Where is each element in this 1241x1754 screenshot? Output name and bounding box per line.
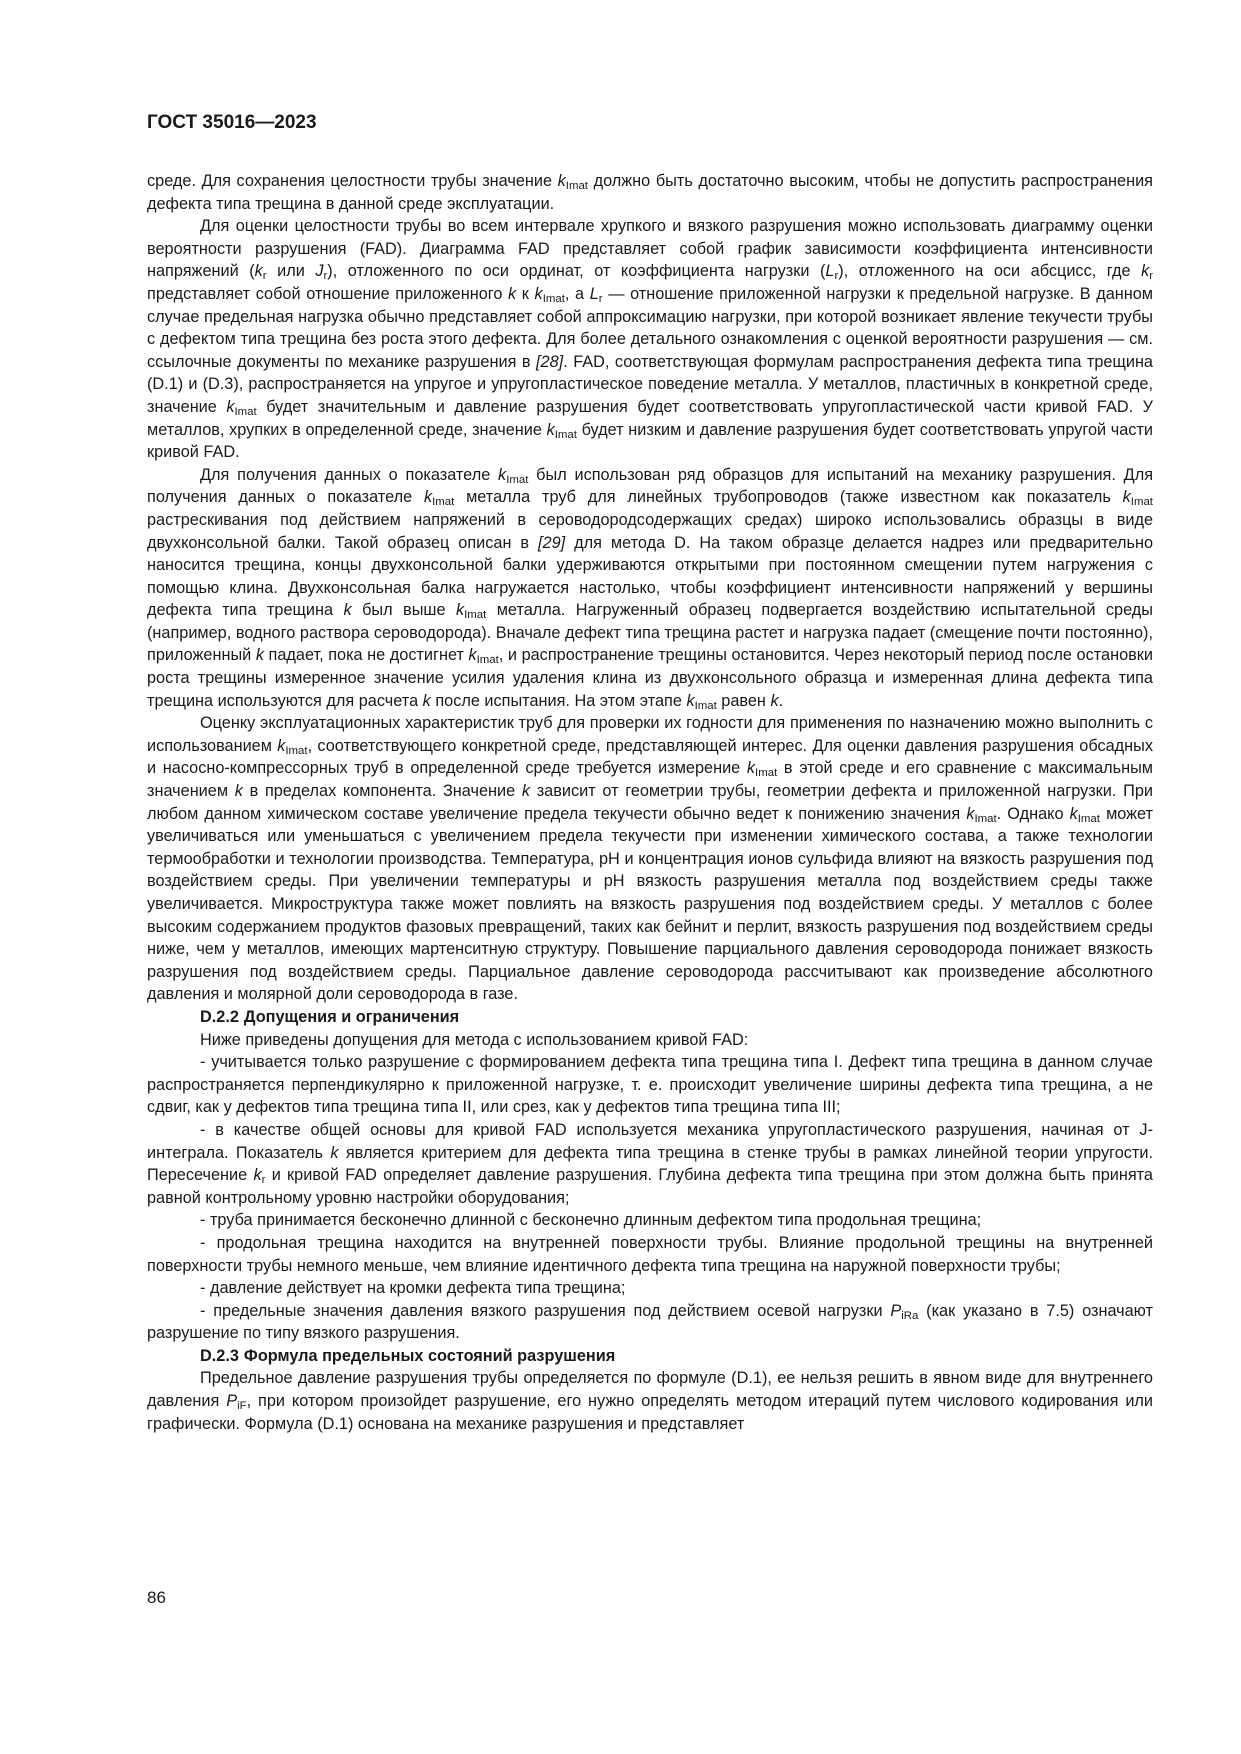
paragraph: Для получения данных о показателе $k_{Imat}$ был использован ряд образцов для испытаний на механику разрушения. Для получения данных о показателе $k_{Imat}$ металла труб для линейных трубопроводов (также известном как показатель $k_{Imat}$ растрескивания под действием напряжений в сероводородсодержащих средах) широко использовались образцы в виде двухконсольной балки. Такой образец описан в [29] для метода D. На таком образце делается надрез или предварительно наносится трещина, концы двухконсольной балки удерживаются открытыми при постоянном смещении путем нагружения с помощью клина. Двухконсольная балка нагружается настолько, чтобы коэффициент интенсивности напряжений у вершины дефекта типа трещина k был выше $k_{Imat}$ металла. Нагруженный образец подвергается воздействию испытательной среды (например, водного раствора сероводорода). Вначале дефект типа трещина растет и нагрузка падает (смещение почти постоянно), приложенный k падает, пока не достигнет $k_{Imat}$, и распространение трещины остановится. Через некоторый период после остановки роста трещины измеренное значение усилия удаления клина из двухконсольного образца и измеренная длина дефекта типа трещина используются для расчета k после испытания. На этом этапе $k_{Imat}$ равен k. (147, 465, 1154, 712)
paragraph: среде. Для сохранения целостности трубы значение $k_{Imat}$ должно быть достаточно высоким, чтобы не допустить распространения дефекта типа трещина в данной среде эксплуатации. (147, 172, 1153, 213)
section-heading (147, 1006, 1153, 1029)
list-item: - в качестве общей основы для кривой FAD используется механика упругопластического разрушения, начиная от J-интеграла. Показатель k является критерием для дефекта типа трещина в стенке трубы в рамках линейной теории упругости. Пересечение $k_r$ и кривой FAD определяет давление разрушения. Глубина дефекта типа трещина при этом должна быть принята равной контрольному уровню настройки оборудования; (147, 1120, 1153, 1207)
paragraph: Предельное давление разрушения трубы определяется по формуле (D.1), ее нельзя решить в явном виде для внутреннего давления $P_{iF}$, при котором произойдет разрушение, его нужно определять методом итераций путем числового кодирования или графически. Формула (D.1) основана на механике разрушения и представляет (147, 1369, 1154, 1433)
section-number: D.2.2 (200, 1007, 239, 1026)
list-item: - продольная трещина находится на внутренней поверхности трубы. Влияние продольной трещины на внутренней поверхности трубы немного меньше, чем влияние идентичного дефекта типа трещина на наружной поверхности трубы; (147, 1233, 1153, 1275)
document-header: ГОСТ 35016—2023 (147, 112, 317, 133)
document-body (147, 170, 1153, 1435)
section-number: D.2.3 (200, 1346, 239, 1365)
section-title: Формула предельных состояний разрушения (243, 1346, 616, 1365)
section-heading (147, 1345, 1153, 1368)
list-item: - предельные значения давления вязкого разрушения под действием осевой нагрузки $P_{iRa}$ (как указано в 7.5) означают разрушение по типу вязкого разрушения. (147, 1301, 1153, 1343)
paragraph: Оценку эксплуатационных характеристик труб для проверки их годности для применения по назначению можно выполнить с использованием $k_{Imat}$, соответствующего конкретной среде, представляющей интерес. Для оценки давления разрушения обсадных и насосно-компрессорных труб в определенной среде требуется измерение $k_{Imat}$ в этой среде и его сравнение с максимальным значением k в пределах компонента. Значение k зависит от геометрии трубы, геометрии дефекта и приложенной нагрузки. При любом данном химическом составе увеличение предела текучести обычно ведет к понижению значения $k_{Imat}$. Однако $k_{Imat}$ может увеличиваться или уменьшаться с увеличением предела текучести при изменении химического состава, а также технологии термообработки и технологии производства. Температура, pH и концентрация ионов сульфида влияют на вязкость разрушения под воздействием среды. При увеличении температуры и pH вязкость разрушения металла под воздействием среды также увеличивается. Микроструктура также может повлиять на вязкость разрушения под воздействием среды. У металлов с более высоким содержанием продуктов фазовых превращений, таких как бейнит и перлит, вязкость разрушения под воздействием среды ниже, чем у металлов, имеющих мартенситную структуру. Повышение парциального давления сероводорода понижает вязкость разрушения под воздействием среды. Парциальное давление сероводорода рассчитывают как произведение абсолютного давления и молярной доли сероводорода в газе. (147, 714, 1153, 1004)
paragraph: Ниже приведены допущения для метода с использованием кривой FAD: (200, 1030, 749, 1049)
section-title: Допущения и ограничения (243, 1007, 460, 1026)
list-item: - учитывается только разрушение с формированием дефекта типа трещина типа I. Дефект типа трещина в данном случае распространяется перпендикулярно к приложенной нагрузке, т. е. происходит увеличение ширины дефекта типа трещина, а не сдвиг, как у дефектов типа трещина типа II, или срез, как у дефектов типа трещина типа III; (147, 1053, 1153, 1117)
list-item: - давление действует на кромки дефекта типа трещина; (200, 1279, 626, 1298)
list-item: - труба принимается бесконечно длинной с бесконечно длинным дефектом типа продольная трещина; (200, 1211, 982, 1230)
page-number: 86 (147, 1588, 166, 1607)
paragraph: Для оценки целостности трубы во всем интервале хрупкого и вязкого разрушения можно использовать диаграмму оценки вероятности разрушения (FAD). Диаграмма FAD представляет собой график зависимости коэффициента интенсивности напряжений ($k_r$ или $J_r$), отложенного по оси ординат, от коэффициента нагрузки $(L_r)$, отложенного на оси абсцисс, где $k_r$ представляет собой отношение приложенного k к $k_{Imat}$, а $L_r$ — отношение приложенной нагрузки к предельной нагрузке. В данном случае предельная нагрузка обычно представляет собой аппроксимацию нагрузки, при которой возникает явление текучести трубы с дефектом типа трещина без роста этого дефекта. Для более детального ознакомления с оценкой вероятности разрушения — см. ссылочные документы по механике разрушения в [28]. FAD, соответствующая формулам распространения дефекта типа трещина (D.1) и (D.3), распространяется на упругое и упругопластическое поведение металла. У металлов, пластичных в конкретной среде, значение $k_{Imat}$ будет значительным и давление разрушения будет соответствовать упругопластической части кривой FAD. У металлов, хрупких в определенной среде, значение $k_{Imat}$ будет низким и давление разрушения будет соответствовать упругой части кривой FAD. (147, 217, 1154, 462)
